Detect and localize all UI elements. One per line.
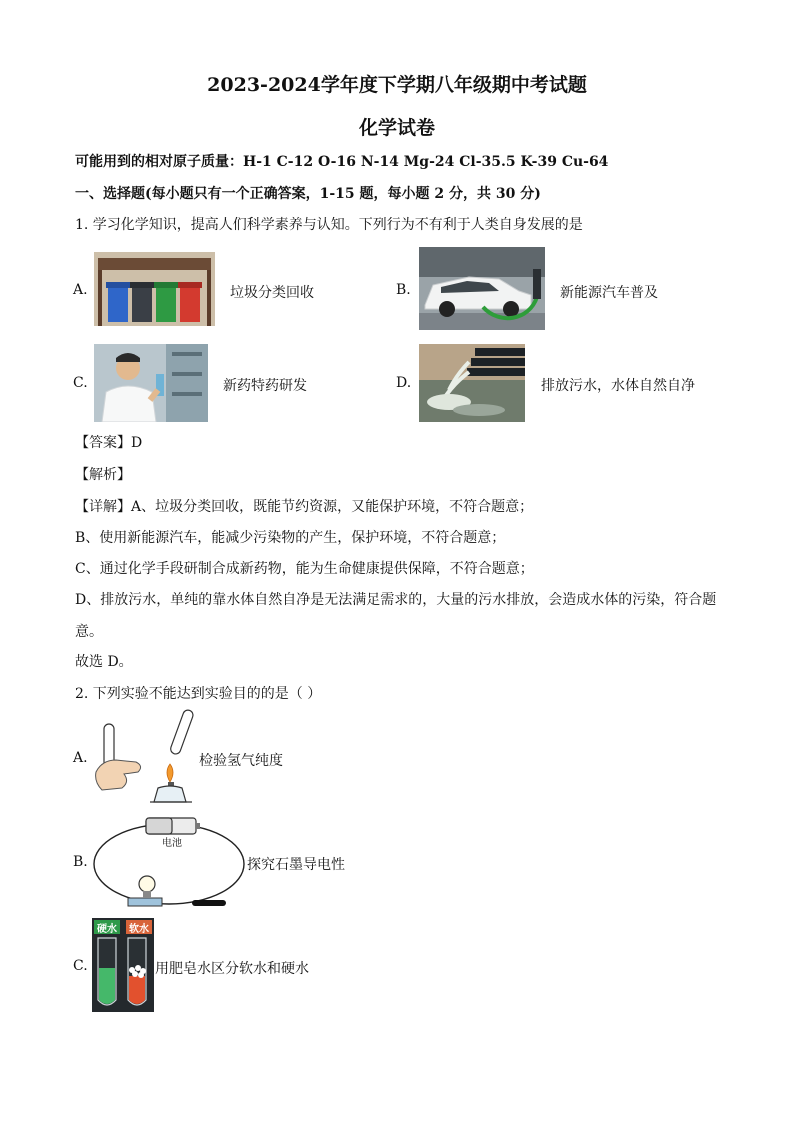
question-2-stem: 2. 下列实验不能达到实验目的的是（ ） [75,686,322,702]
section-heading: 一、选择题(每小题只有一个正确答案，1-15 题，每小题 2 分，共 30 分) [75,186,541,202]
q1-option-b-letter: B. [396,282,411,298]
q2-option-c-letter: C. [73,958,88,974]
atomic-masses: 可能用到的相对原子质量：H-1 C-12 O-16 N-14 Mg-24 Cl-35.5 K-39 Cu-64 [75,154,609,170]
q2-option-b-text: 探究石墨导电性 [247,857,345,873]
recycling-bins-photo [94,252,215,326]
battery-label: 电池 [162,838,182,849]
q1-detail-line: 【详解】A、垃圾分类回收，既能节约资源，又能保护环境，不符合题意； [75,499,534,515]
q1-option-a-text: 垃圾分类回收 [230,285,314,301]
q1-option-a-letter: A. [73,282,88,298]
q1-option-c-text: 新药特药研发 [223,378,307,394]
q1-option-d-letter: D. [396,375,412,391]
q1-option-d-text: 排放污水，水体自然自净 [541,378,695,394]
hydrogen-test-diagram [94,708,198,804]
q1-answer: 【答案】D [75,435,143,451]
hard-water-label: 硬水 [97,924,117,935]
sewage-discharge-photo [419,344,525,422]
exam-title: 2023-2024学年度下学期八年级期中考试题 [207,74,587,96]
graphite-circuit-diagram [92,814,246,912]
soap-water-test-photo [92,918,154,1012]
q2-option-a-letter: A. [73,750,88,766]
q1-detail-line: 意。 [75,624,103,640]
q1-option-c-letter: C. [73,375,88,391]
q2-option-c-text: 用肥皂水区分软水和硬水 [155,961,309,977]
scientist-lab-photo [94,344,208,422]
q2-option-b-letter: B. [73,854,88,870]
question-1-stem: 1. 学习化学知识，提高人们科学素养与认知。下列行为不有利于人类自身发展的是 [75,217,583,233]
q1-detail-line: D、排放污水，单纯的靠水体自然自净是无法满足需求的，大量的污水排放，会造成水体的污染，符合题 [75,592,717,608]
q1-detail-line: B、使用新能源汽车，能减少污染物的产生，保护环境，不符合题意； [75,530,506,546]
q1-option-b-text: 新能源汽车普及 [560,285,658,301]
q2-option-a-text: 检验氢气纯度 [199,753,283,769]
exam-subtitle: 化学试卷 [358,117,435,139]
electric-car-photo [419,247,545,330]
soft-water-label: 软水 [129,924,149,935]
q1-analysis-label: 【解析】 [75,467,131,483]
q1-detail-line: C、通过化学手段研制合成新药物，能为生命健康提供保障，不符合题意； [75,561,534,577]
q1-detail-line: 故选 D。 [75,654,133,670]
